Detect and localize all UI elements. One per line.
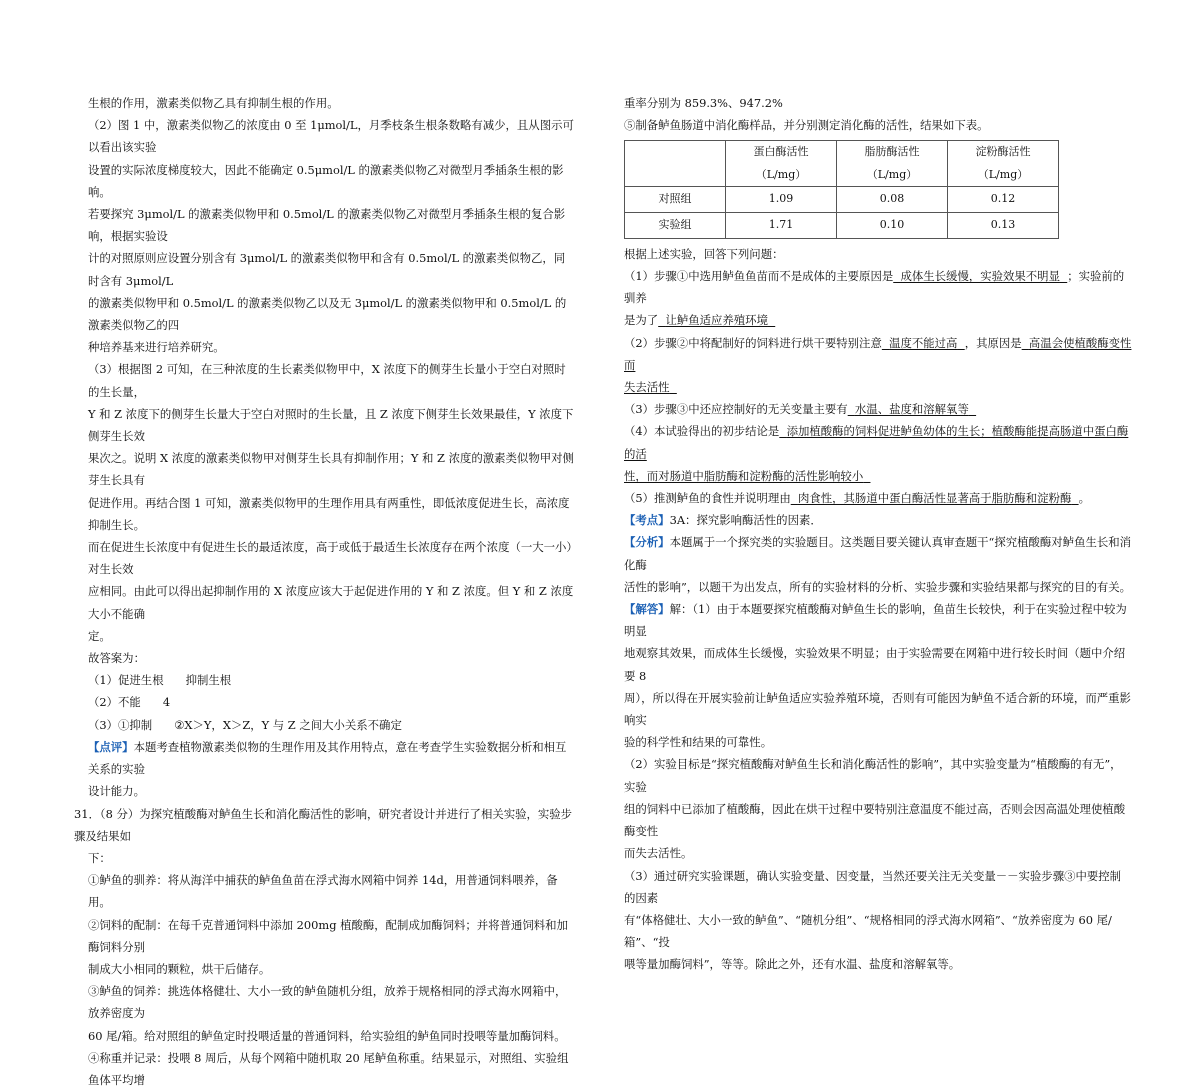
text-line: 有“体格健壮、大小一致的鲈鱼”、“随机分组”、“规格相同的浮式海水网箱”、“放养密度为 60 尾/箱”、“投 bbox=[624, 912, 1112, 950]
question-2 bbox=[624, 332, 1132, 376]
question-text: （5）推测鲈鱼的食性并说明理由 bbox=[624, 491, 791, 506]
answer-underlined bbox=[882, 336, 965, 350]
knowledge-text: 3A：探究影响酶活性的因素． bbox=[669, 513, 822, 528]
text-line: ⑤制备鲈鱼肠道中消化酶样品，并分别测定消化酶的活性，结果如下表。 bbox=[624, 118, 989, 133]
text-line: 而失去活性。 bbox=[624, 846, 693, 861]
table-header-cell bbox=[625, 141, 726, 186]
comment bbox=[88, 736, 576, 780]
text-line: 下： bbox=[88, 850, 111, 865]
table-header-cell: 脂肪酶活性（L/mg） bbox=[837, 141, 948, 186]
table-header-cell: 淀粉酶活性（L/mg） bbox=[948, 141, 1059, 186]
text-line: 果次之。说明 X 浓度的激素类似物甲对侧芽生长具有抑制作用；Y 和 Z 浓度的激素类似物甲对侧芽生长具有 bbox=[88, 451, 574, 488]
answer-underlined bbox=[848, 402, 976, 416]
text-line: 定。 bbox=[88, 628, 111, 643]
text-line: 地观察其效果，而成体生长缓慢，实验效果不明显；由于实验需要在网箱中进行较长时间（题中介绍要 8 bbox=[624, 646, 1126, 683]
question-5 bbox=[624, 487, 1132, 509]
question-text: （1）步骤①中选用鲈鱼鱼苗而不是成体的主要原因是 bbox=[624, 269, 894, 284]
answer-3-b: ②X＞Y，X＞Z，Y 与 Z 之间大小关系不确定 bbox=[174, 717, 402, 732]
answer-text: 肉食性，其肠道中蛋白酶活性显著高于脂肪酶和淀粉酶 bbox=[797, 491, 1072, 506]
question-4-cont bbox=[624, 465, 1132, 487]
table-header-row bbox=[625, 141, 1059, 186]
comment-tag: 【点评】 bbox=[88, 739, 134, 754]
answer-text: 添加植酸酶的饲料促进鲈鱼幼体的生长；植酸酶能提高肠道中蛋白酶的活 bbox=[624, 424, 1129, 461]
question-text: （2）步骤②中将配制好的饲料进行烘干要特别注意 bbox=[624, 335, 882, 350]
table-cell: 0.08 bbox=[837, 186, 948, 212]
step-line: ①鲈鱼的驯养：将从海洋中捕获的鲈鱼鱼苗在浮式海水网箱中饲养 14d，用普通饲料喂养，备用。 bbox=[88, 873, 558, 910]
table-cell: 实验组 bbox=[625, 212, 726, 238]
question-text: ，其原因是 bbox=[964, 335, 1022, 350]
text-line: （2）实验目标是“探究植酸酶对鲈鱼生长和消化酶活性的影响”，其中实验变量为“植酸酶的有无”，实验 bbox=[624, 757, 1122, 794]
solution bbox=[624, 598, 1132, 642]
question-text: （4）本试验得出的初步结论是 bbox=[624, 424, 780, 439]
text-line: 种培养基来进行培养研究。 bbox=[88, 340, 225, 355]
question-1-cont bbox=[624, 309, 1132, 331]
text-line: 生根的作用，激素类似物乙具有抑制生根的作用。 bbox=[88, 96, 339, 110]
table-row bbox=[625, 186, 1059, 212]
text-line: 重率分别为 859.3%、947.2% bbox=[624, 96, 783, 110]
answer-text: 成体生长缓慢，实验效果不明显 bbox=[900, 269, 1060, 284]
text-line: 验的科学性和结果的可靠性。 bbox=[624, 735, 773, 750]
text-line: 设置的实际浓度梯度较大，因此不能确定 0.5μmol/L 的激素类似物乙对微型月季插条生根的影响。 bbox=[88, 162, 564, 199]
answer-text: 失去活性 bbox=[624, 380, 670, 395]
answer-underlined bbox=[893, 269, 1067, 283]
answer-1-b: 抑制生根 bbox=[185, 673, 232, 688]
step-line: ③鲈鱼的饲养：挑选体格健壮、大小一致的鲈鱼随机分组，放养于规格相同的浮式海水网箱中，放养密度为 bbox=[88, 984, 567, 1021]
text-line: 故答案为： bbox=[88, 651, 145, 666]
answer-text: 水温、盐度和溶解氧等 bbox=[854, 402, 969, 417]
text-line: 促进作用。再结合图 1 可知，激素类似物甲的生理作用具有两重性，即低浓度促进生长，高浓度抑制生长。 bbox=[88, 495, 570, 532]
question-text: （3）步骤③中还应控制好的无关变量主要有 bbox=[624, 402, 848, 417]
answer-underlined bbox=[624, 380, 677, 394]
answer-2-b: 4 bbox=[162, 695, 171, 710]
solution-tag: 【解答】 bbox=[624, 602, 670, 617]
table-cell: 0.13 bbox=[948, 212, 1059, 238]
answer-2-a: （2）不能 bbox=[88, 695, 141, 710]
text-line: 若要探究 3μmol/L 的激素类似物甲和 0.5mol/L 的激素类似物乙对微型月季插条生根的复合影响，根据实验设 bbox=[88, 207, 566, 244]
question-3 bbox=[624, 398, 1132, 420]
answer-text: 性，而对肠道中脂肪酶和淀粉酶的活性影响较小 bbox=[624, 468, 864, 483]
question-text: 是为了 bbox=[624, 313, 659, 328]
step-line: 60 尾/箱。给对照组的鲈鱼定时投喂适量的普通饲料，给实验组的鲈鱼同时投喂等量加酶饲料。 bbox=[88, 1028, 566, 1043]
knowledge-point bbox=[624, 509, 1132, 531]
step-line: 制成大小相同的颗粒，烘干后储存。 bbox=[88, 961, 271, 976]
answer-1 bbox=[88, 669, 576, 691]
answer-3 bbox=[88, 714, 576, 736]
table-cell: 对照组 bbox=[625, 186, 726, 212]
step-line: ②饲料的配制：在每千克普通饲料中添加 200mg 植酸酶，配制成加酶饲料；并将普通饲料和加酶饲料分别 bbox=[88, 917, 568, 954]
text-line: 的激素类似物甲和 0.5mol/L 的激素类似物乙以及无 3μmol/L 的激素类似物甲和 0.5mol/L 的激素类似物乙的四 bbox=[88, 295, 567, 333]
analysis-tag: 【分析】 bbox=[624, 535, 670, 550]
table-cell: 1.71 bbox=[726, 212, 837, 238]
table-cell: 0.12 bbox=[948, 186, 1059, 212]
table-cell: 1.09 bbox=[726, 186, 837, 212]
table-cell: 0.10 bbox=[837, 212, 948, 238]
question-2-cont bbox=[624, 376, 1132, 398]
comment-text: 本题考查植物激素类似物的生理作用及其作用特点，意在考查学生实验数据分析和相互关系的实验 bbox=[88, 739, 567, 777]
answer-text: 高温会使植酸酶变性而 bbox=[624, 335, 1132, 372]
text-line: 设计能力。 bbox=[88, 784, 145, 799]
question-text: 。 bbox=[1078, 491, 1091, 506]
knowledge-tag: 【考点】 bbox=[624, 513, 670, 528]
answer-3-a: （3）①抑制 bbox=[88, 717, 153, 732]
text-line: （3）根据图 2 可知，在三种浓度的生长素类似物甲中，X 浓度下的侧芽生长量小于空白对照时的生长量， bbox=[88, 362, 566, 399]
text-line: 应相同。由此可以得出起抑制作用的 X 浓度应该大于起促进作用的 Y 和 Z 浓度。但 Y 和 Z 浓度大小不能确 bbox=[88, 584, 574, 621]
step-line: ④称重并记录：投喂 8 周后，从每个网箱中随机取 20 尾鲈鱼称重。结果显示，对照组、实验组鱼体平均增 bbox=[88, 1050, 569, 1087]
question-4 bbox=[624, 420, 1132, 464]
text-line: 计的对照原则应设置分别含有 3μmol/L 的激素类似物甲和含有 0.5mol/L 的激素类似物乙，同时含有 3μmol/L bbox=[88, 251, 566, 288]
question-31-head: 31．（8 分）为探究植酸酶对鲈鱼生长和消化酶活性的影响，研究者设计并进行了相关实验，实验步骤及结果如 bbox=[74, 806, 573, 843]
answer-2 bbox=[88, 691, 576, 713]
right-column bbox=[624, 92, 1132, 976]
table-row bbox=[625, 212, 1059, 238]
text-line: （3）通过研究实验课题，确认实验变量、因变量，当然还要关注无关变量－－实验步骤③中要控制的因素 bbox=[624, 868, 1122, 905]
analysis bbox=[624, 531, 1132, 575]
answer-1-a: （1）促进生根 bbox=[88, 673, 164, 688]
answer-underlined bbox=[791, 491, 1079, 505]
text-line: 周），所以得在开展实验前让鲈鱼适应实验养殖环境，否则有可能因为鲈鱼不适合新的环境，而严重影响实 bbox=[624, 690, 1131, 728]
analysis-text: 本题属于一个探究类的实验题目。这类题目要关键认真审查题干“探究植酸酶对鲈鱼生长和消化酶 bbox=[624, 535, 1132, 572]
text-line: Y 和 Z 浓度下的侧芽生长量大于空白对照时的生长量，且 Z 浓度下侧芽生长效果最佳，Y 浓度下侧芽生长效 bbox=[88, 406, 574, 444]
text-line: 喂等量加酶饲料”，等等。除此之外，还有水温、盐度和溶解氧等。 bbox=[624, 957, 961, 972]
question-1 bbox=[624, 265, 1132, 309]
answer-underlined bbox=[624, 469, 870, 483]
answer-underlined bbox=[658, 313, 775, 327]
answer-text: 让鲈鱼适应养殖环境 bbox=[665, 313, 768, 328]
text-line: （2）图 1 中，激素类似物乙的浓度由 0 至 1μmol/L，月季枝条生根条数略有减少，且从图示可以看出该实验 bbox=[88, 118, 574, 155]
text-line: 根据上述实验，回答下列问题： bbox=[624, 246, 784, 261]
left-column bbox=[74, 92, 576, 1091]
answer-text: 温度不能过高 bbox=[889, 335, 958, 350]
text-line: 组的饲料中已添加了植酸酶，因此在烘干过程中要特别注意温度不能过高，否则会因高温处理使植酸酶变性 bbox=[624, 801, 1126, 839]
text-line: 而在促进生长浓度中有促进生长的最适浓度，高于或低于最适生长浓度存在两个浓度（一大一小）对生长效 bbox=[88, 540, 573, 577]
enzyme-activity-table bbox=[624, 140, 1059, 238]
solution-text: 解：（1）由于本题要探究植酸酶对鲈鱼生长的影响，鱼苗生长较快，利于在实验过程中较为明显 bbox=[624, 602, 1127, 639]
question-text: ；实验前的驯养 bbox=[624, 269, 1125, 306]
text-line: 活性的影响”，以题干为出发点，所有的实验材料的分析、实验步骤和实验结果都与探究的目的有关。 bbox=[624, 579, 1132, 594]
table-header-cell: 蛋白酶活性（L/mg） bbox=[726, 141, 837, 186]
